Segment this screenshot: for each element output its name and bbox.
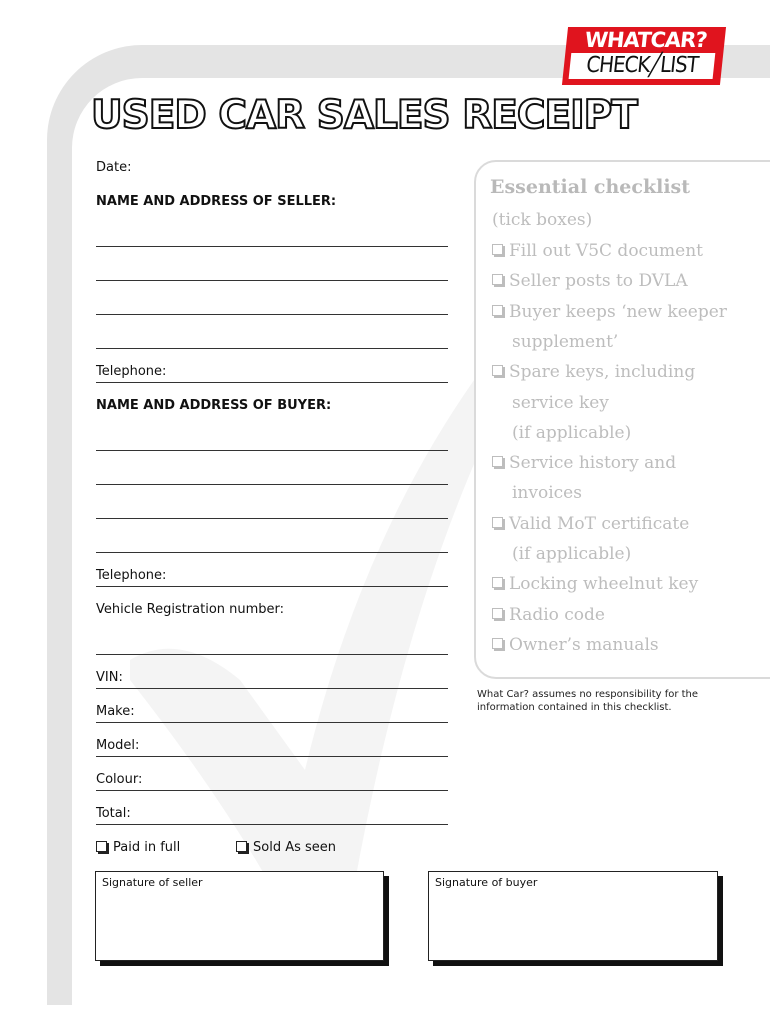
seller-address-line[interactable] bbox=[96, 314, 448, 315]
buyer-address-line[interactable] bbox=[96, 518, 448, 519]
checklist-item-text: Radio code bbox=[509, 604, 605, 625]
colour-line[interactable] bbox=[96, 790, 448, 791]
checklist-item-text: Owner’s manuals bbox=[509, 634, 659, 655]
checklist-item-text: Fill out V5C document bbox=[509, 241, 703, 261]
checklist-item[interactable] bbox=[492, 302, 727, 322]
checklist-item-text: Buyer keeps ‘new keeper bbox=[509, 301, 727, 322]
vin-line[interactable] bbox=[96, 688, 448, 689]
vehicle-registration-line[interactable] bbox=[96, 654, 448, 655]
checklist-item-text: Spare keys, including bbox=[509, 362, 696, 383]
checklist-item-text: Locking wheelnut key bbox=[509, 574, 699, 595]
checklist-item-text: Seller posts to DVLA bbox=[509, 271, 688, 292]
checkbox-icon[interactable] bbox=[492, 305, 503, 316]
sold-as-seen-label: Sold As seen bbox=[253, 840, 337, 855]
checklist-item-continuation: (if applicable) bbox=[512, 422, 632, 443]
checklist-item-text: Valid MoT certificate bbox=[509, 513, 690, 534]
paid-in-full-option[interactable] bbox=[96, 840, 180, 855]
checkbox-icon[interactable] bbox=[492, 638, 503, 649]
checkbox-icon[interactable] bbox=[236, 841, 247, 852]
checklist-item-text: Service history and bbox=[509, 453, 677, 474]
checklist-item[interactable] bbox=[492, 241, 703, 261]
checklist-item[interactable] bbox=[492, 362, 695, 382]
checkbox-icon[interactable] bbox=[492, 456, 503, 467]
buyer-address-line[interactable] bbox=[96, 450, 448, 451]
model-label: Model: bbox=[96, 738, 140, 753]
model-line[interactable] bbox=[96, 756, 448, 757]
checklist-item[interactable] bbox=[492, 514, 689, 534]
seller-signature-label: Signature of seller bbox=[102, 876, 203, 889]
checkbox-icon[interactable] bbox=[492, 577, 503, 588]
checkbox-icon[interactable] bbox=[492, 517, 503, 528]
seller-signature-box[interactable] bbox=[95, 871, 384, 961]
checkbox-icon[interactable] bbox=[492, 274, 503, 285]
checklist-title: Essential checklist bbox=[490, 176, 691, 198]
logo-brand-text: WHATCAR? bbox=[583, 28, 708, 52]
checklist-subtitle: (tick boxes) bbox=[492, 210, 593, 230]
buyer-telephone-line[interactable] bbox=[96, 586, 448, 587]
whatcar-checklist-logo bbox=[562, 27, 726, 85]
checklist-item-continuation: invoices bbox=[512, 483, 582, 504]
buyer-telephone-label: Telephone: bbox=[96, 568, 167, 583]
checklist-item[interactable] bbox=[492, 453, 676, 473]
disclaimer-text: What Car? assumes no responsibility for the information contained in this checklist. bbox=[477, 689, 699, 713]
checklist-item-continuation: supplement’ bbox=[512, 331, 619, 352]
seller-address-line[interactable] bbox=[96, 348, 448, 349]
make-label: Make: bbox=[96, 704, 135, 719]
logo-checklist-text: CHECK╱LIST bbox=[569, 53, 716, 79]
buyer-heading: NAME AND ADDRESS OF BUYER: bbox=[96, 398, 332, 413]
buyer-address-line[interactable] bbox=[96, 484, 448, 485]
checklist-item[interactable] bbox=[492, 635, 659, 655]
total-line[interactable] bbox=[96, 824, 448, 825]
seller-heading: NAME AND ADDRESS OF SELLER: bbox=[96, 194, 337, 209]
checkbox-icon[interactable] bbox=[492, 608, 503, 619]
make-line[interactable] bbox=[96, 722, 448, 723]
essential-checklist-panel bbox=[474, 160, 770, 679]
page-title: USED CAR SALES RECEIPT bbox=[91, 93, 637, 138]
seller-address-line[interactable] bbox=[96, 280, 448, 281]
total-label: Total: bbox=[96, 806, 131, 821]
seller-telephone-label: Telephone: bbox=[96, 364, 167, 379]
buyer-signature-box[interactable] bbox=[428, 871, 718, 961]
sold-as-seen-option[interactable] bbox=[236, 840, 336, 855]
vehicle-registration-label: Vehicle Registration number: bbox=[96, 602, 285, 617]
date-label: Date: bbox=[96, 160, 132, 175]
buyer-address-line[interactable] bbox=[96, 552, 448, 553]
vin-label: VIN: bbox=[96, 670, 123, 685]
checklist-item[interactable] bbox=[492, 271, 688, 291]
seller-telephone-line[interactable] bbox=[96, 382, 448, 383]
paid-in-full-label: Paid in full bbox=[113, 840, 181, 855]
seller-address-line[interactable] bbox=[96, 246, 448, 247]
checkbox-icon[interactable] bbox=[492, 244, 503, 255]
checklist-item[interactable] bbox=[492, 574, 698, 594]
checkbox-icon[interactable] bbox=[96, 841, 107, 852]
checklist-item-continuation: (if applicable) bbox=[512, 544, 632, 564]
checkbox-icon[interactable] bbox=[492, 365, 503, 376]
colour-label: Colour: bbox=[96, 772, 143, 787]
checklist-item-continuation: service key bbox=[512, 392, 609, 413]
buyer-signature-label: Signature of buyer bbox=[435, 876, 538, 889]
checklist-item[interactable] bbox=[492, 605, 605, 625]
